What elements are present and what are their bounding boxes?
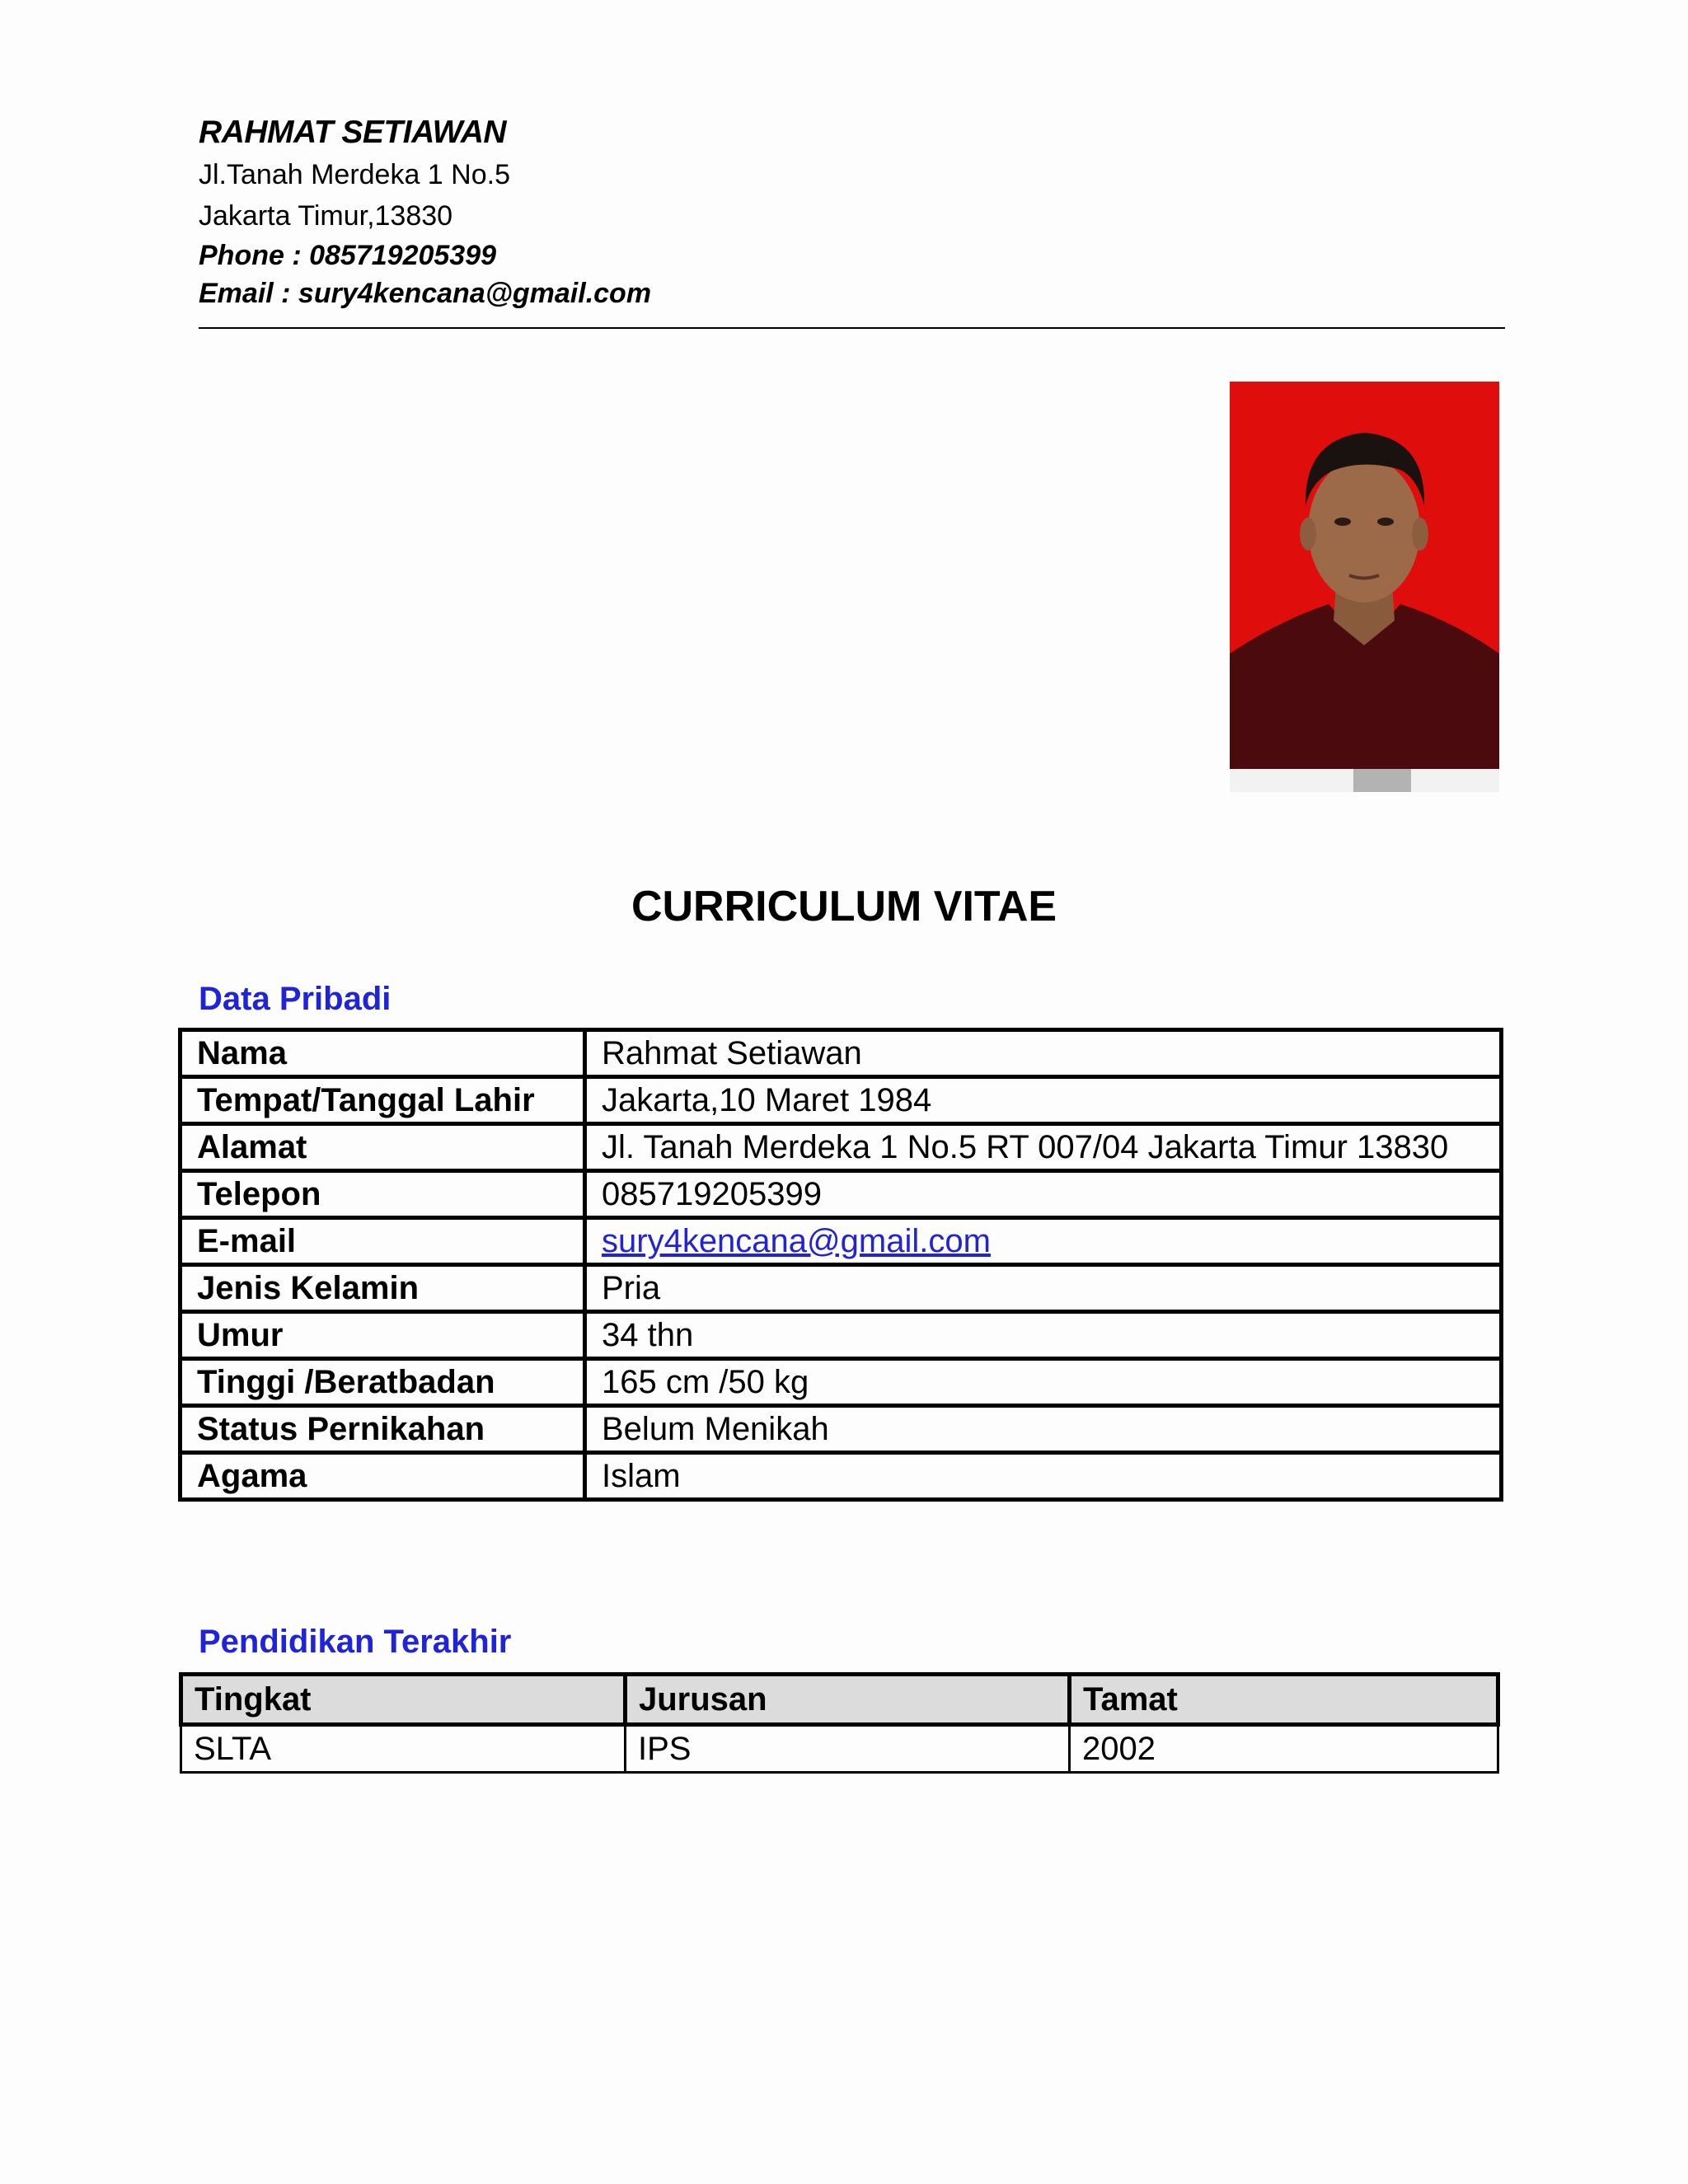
row-value: Islam xyxy=(585,1453,1502,1500)
profile-photo xyxy=(1230,382,1499,792)
table-row xyxy=(181,1124,1502,1171)
email-link[interactable]: sury4kencana@gmail.com xyxy=(602,1223,991,1259)
column-header: Tamat xyxy=(1070,1675,1498,1725)
address-line-2: Jakarta Timur,13830 xyxy=(199,200,453,232)
row-value xyxy=(585,1218,1502,1265)
row-value: 165 cm /50 kg xyxy=(585,1359,1502,1406)
table-row xyxy=(181,1453,1502,1500)
row-label: Nama xyxy=(181,1030,585,1077)
personal-data-table xyxy=(178,1028,1503,1502)
column-header: Tingkat xyxy=(181,1675,626,1725)
header-block xyxy=(199,111,651,312)
row-label: Status Pernikahan xyxy=(181,1406,585,1453)
column-header: Jurusan xyxy=(626,1675,1070,1725)
row-label: Tinggi /Beratbadan xyxy=(181,1359,585,1406)
table-row xyxy=(181,1030,1502,1077)
row-label: Tempat/Tanggal Lahir xyxy=(181,1077,585,1124)
table-cell: SLTA xyxy=(181,1725,626,1773)
table-row xyxy=(181,1077,1502,1124)
row-value: Belum Menikah xyxy=(585,1406,1502,1453)
row-value: Jakarta,10 Maret 1984 xyxy=(585,1077,1502,1124)
table-row xyxy=(181,1359,1502,1406)
table-cell: IPS xyxy=(626,1725,1070,1773)
table-row xyxy=(181,1725,1498,1773)
row-label: Agama xyxy=(181,1453,585,1500)
document-title: CURRICULUM VITAE xyxy=(631,883,1057,930)
address-line-1: Jl.Tanah Merdeka 1 No.5 xyxy=(199,159,510,190)
row-label: Telepon xyxy=(181,1171,585,1218)
table-row xyxy=(181,1218,1502,1265)
table-cell: 2002 xyxy=(1070,1725,1498,1773)
section-heading-education: Pendidikan Terakhir xyxy=(199,1624,512,1660)
education-table xyxy=(179,1672,1500,1774)
table-row xyxy=(181,1312,1502,1359)
phone-line: Phone : 085719205399 xyxy=(199,240,497,271)
table-header-row xyxy=(181,1675,1498,1725)
row-label: Jenis Kelamin xyxy=(181,1265,585,1312)
row-value: Rahmat Setiawan xyxy=(585,1030,1502,1077)
applicant-name: RAHMAT SETIAWAN xyxy=(199,115,507,150)
email-line: Email : sury4kencana@gmail.com xyxy=(199,278,652,309)
row-label: Umur xyxy=(181,1312,585,1359)
row-label: Alamat xyxy=(181,1124,585,1171)
row-value: Jl. Tanah Merdeka 1 No.5 RT 007/04 Jakarta Timur 13830 xyxy=(585,1124,1502,1171)
row-value: 085719205399 xyxy=(585,1171,1502,1218)
row-value: 34 thn xyxy=(585,1312,1502,1359)
row-value: Pria xyxy=(585,1265,1502,1312)
section-heading-personal: Data Pribadi xyxy=(199,981,392,1017)
header-divider xyxy=(199,327,1505,329)
table-row xyxy=(181,1406,1502,1453)
table-row xyxy=(181,1171,1502,1218)
row-label: E-mail xyxy=(181,1218,585,1265)
table-row xyxy=(181,1265,1502,1312)
